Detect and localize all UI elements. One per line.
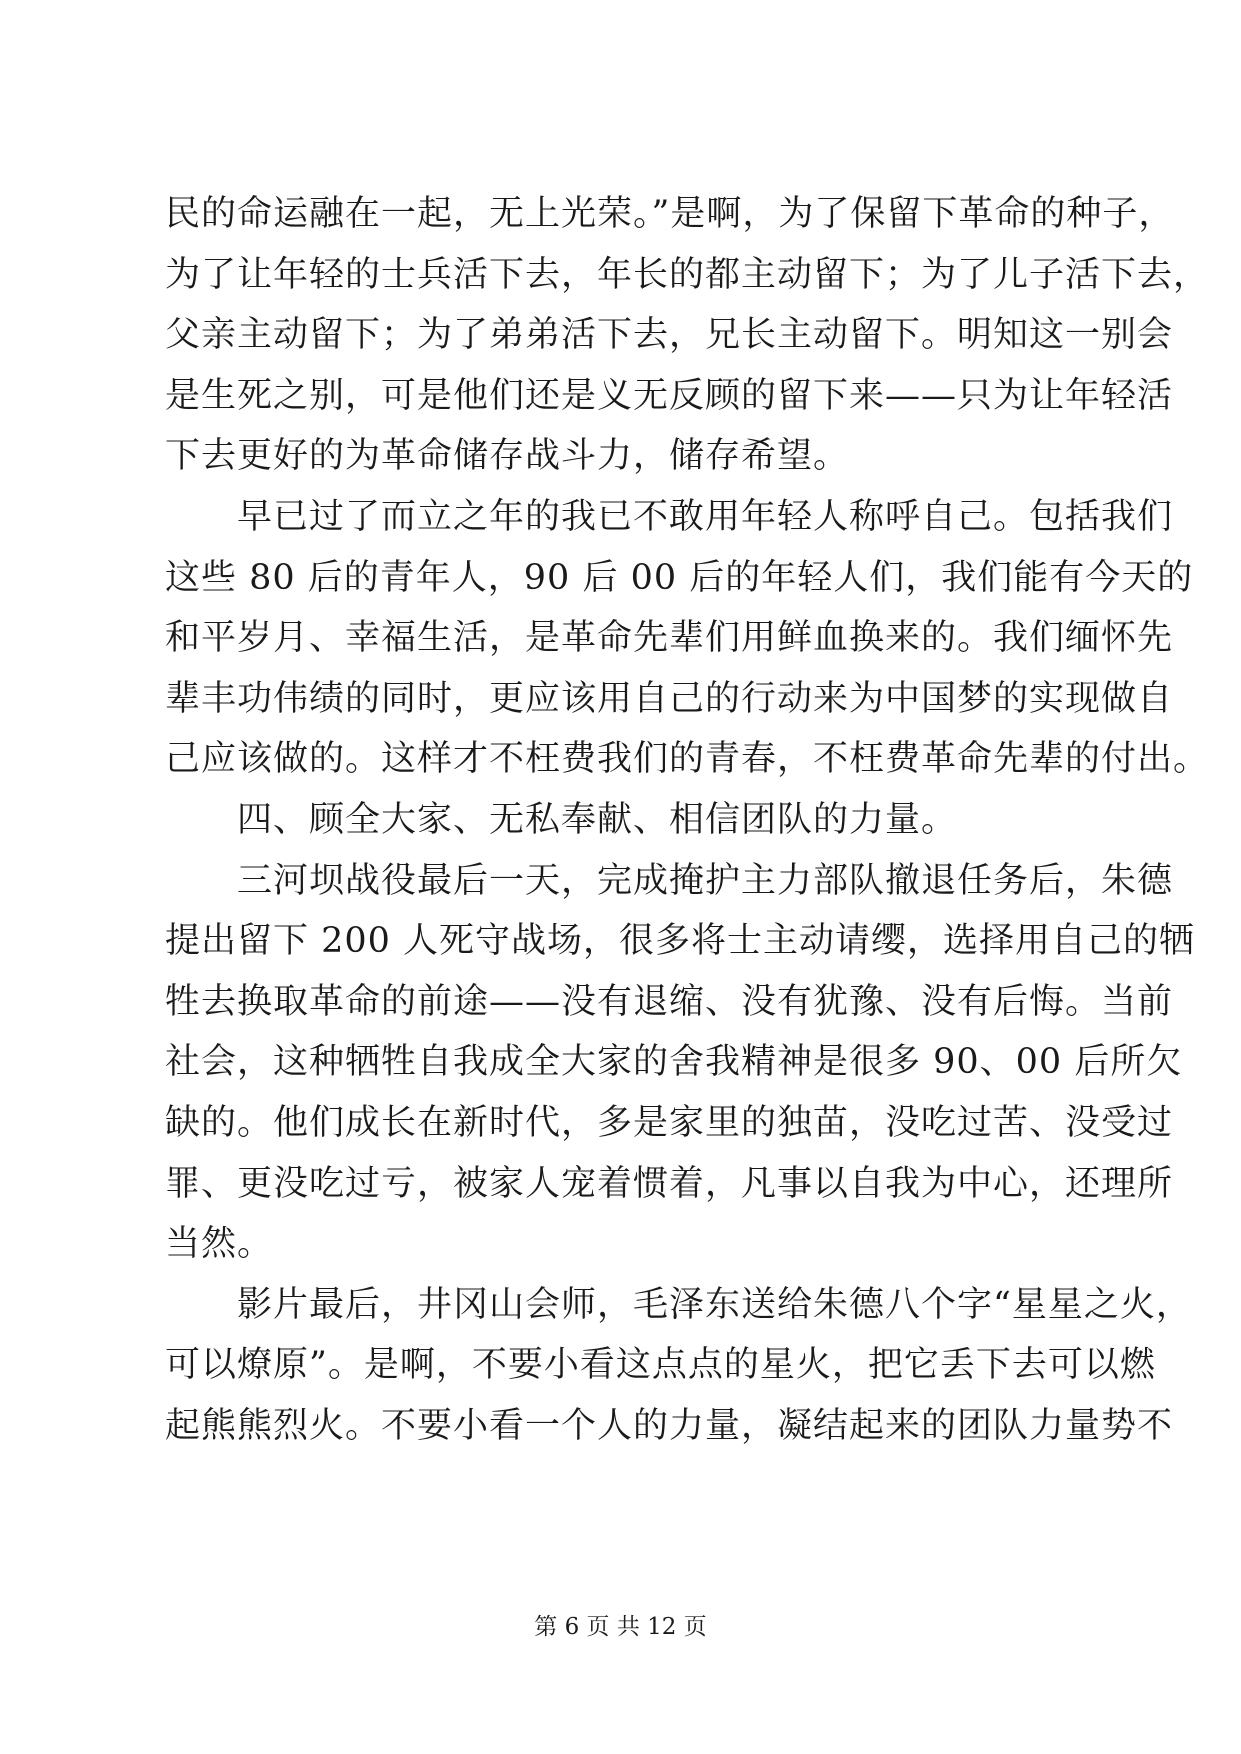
text-line: 为了让年轻的士兵活下去，年长的都主动留下；为了儿子活下去，	[165, 254, 1210, 295]
text-line: 提出留下 200 人死守战场，很多将士主动请缨，选择用自己的牺	[165, 921, 1196, 962]
text-line: 影片最后，井冈山会师，毛泽东送给朱德八个字“星星之火，	[165, 1284, 1192, 1325]
text-line: 父亲主动留下；为了弟弟活下去，兄长主动留下。明知这一别会	[165, 315, 1174, 356]
text-line: 牲去换取革命的前途——没有退缩、没有犹豫、没有后悔。当前	[165, 981, 1174, 1022]
text-line: 社会，这种牺牲自我成全大家的舍我精神是很多 90、00 后所欠	[165, 1042, 1183, 1083]
text-line: 下去更好的为革命储存战斗力，储存希望。	[165, 436, 850, 477]
text-line: 罪、更没吃过亏，被家人宠着惯着，凡事以自我为中心，还理所	[165, 1163, 1174, 1204]
text-line: 和平岁月、幸福生活，是革命先辈们用鲜血换来的。我们缅怀先	[165, 618, 1174, 659]
text-line: 早已过了而立之年的我已不敢用年轻人称呼自己。包括我们	[165, 496, 1174, 537]
text-line: 缺的。他们成长在新时代，多是家里的独苗，没吃过苦、没受过	[165, 1102, 1174, 1143]
page-number-footer: 第 6 页 共 12 页	[534, 1614, 707, 1640]
text-line: 这些 80 后的青年人，90 后 00 后的年轻人们，我们能有今天的	[165, 557, 1194, 598]
text-line: 是生死之别，可是他们还是义无反顾的留下来——只为让年轻活	[165, 375, 1174, 416]
text-line: 三河坝战役最后一天，完成掩护主力部队撤退任务后，朱德	[165, 860, 1174, 901]
body-text	[165, 184, 1210, 1456]
text-line: 起熊熊烈火。不要小看一个人的力量，凝结起来的团队力量势不	[165, 1405, 1174, 1446]
text-line: 可以燎原”。是啊，不要小看这点点的星火，把它丢下去可以燃	[165, 1345, 1156, 1386]
text-line: 当然。	[165, 1224, 274, 1265]
section-heading: 四、顾全大家、无私奉献、相信团队的力量。	[165, 799, 958, 840]
text-line: 己应该做的。这样才不枉费我们的青春，不枉费革命先辈的付出。	[165, 739, 1210, 780]
text-line: 民的命运融在一起，无上光荣。”是啊，为了保留下革命的种子，	[165, 194, 1175, 234]
text-line: 辈丰功伟绩的同时，更应该用自己的行动来为中国梦的实现做自	[165, 678, 1174, 719]
